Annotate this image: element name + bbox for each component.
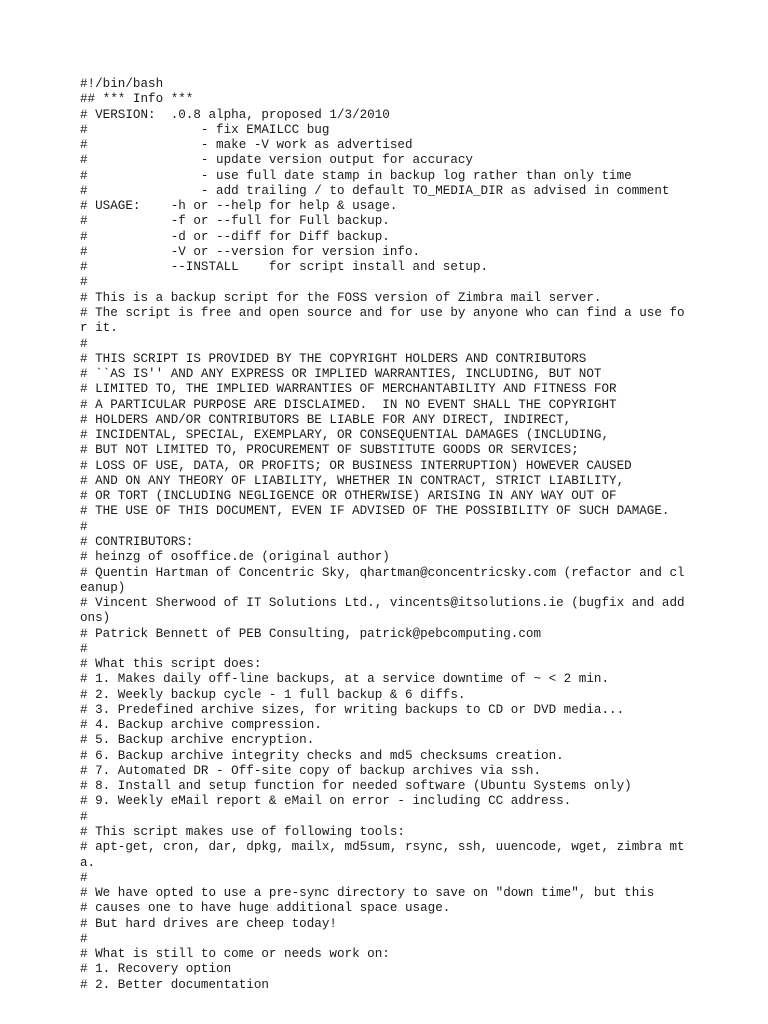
code-line: # — [80, 519, 88, 534]
code-line: # - add trailing / to default TO_MEDIA_DIR as advised in comment — [80, 183, 670, 198]
code-line: # What this script does: — [80, 657, 262, 672]
code-line: # — [80, 870, 88, 885]
code-line: # -V or --version for version info. — [80, 244, 421, 259]
code-line: # 2. Better documentation — [80, 977, 269, 992]
code-line: # 6. Backup archive integrity checks and md5 checksums creation. — [80, 748, 564, 763]
code-line: # LOSS OF USE, DATA, OR PROFITS; OR BUSINESS INTERRUPTION) HOWEVER CAUSED — [80, 458, 632, 473]
code-line: # INCIDENTAL, SPECIAL, EXEMPLARY, OR CONSEQUENTIAL DAMAGES (INCLUDING, — [80, 428, 610, 443]
code-line: # — [80, 336, 88, 351]
code-line: # LIMITED TO, THE IMPLIED WARRANTIES OF MERCHANTABILITY AND FITNESS FOR — [80, 382, 617, 397]
code-line: ons) — [80, 611, 111, 626]
code-line: # - make -V work as advertised — [80, 138, 413, 153]
code-line: # — [80, 931, 88, 946]
code-line: # causes one to have huge additional space usage. — [80, 901, 451, 916]
code-line: # 9. Weekly eMail report & eMail on error - including CC address. — [80, 794, 572, 809]
code-line: # 7. Automated DR - Off-site copy of backup archives via ssh. — [80, 763, 542, 778]
code-line: ## *** Info *** — [80, 92, 194, 107]
code-line: # -f or --full for Full backup. — [80, 214, 390, 229]
code-line: # A PARTICULAR PURPOSE ARE DISCLAIMED. IN NO EVENT SHALL THE COPYRIGHT — [80, 397, 617, 412]
code-line: # The script is free and open source and for use by anyone who can find a use fo — [80, 305, 685, 320]
code-line: # 4. Backup archive compression. — [80, 718, 322, 733]
code-line: # But hard drives are cheep today! — [80, 916, 337, 931]
code-line: # apt-get, cron, dar, dpkg, mailx, md5sum, rsync, ssh, uuencode, wget, zimbra mt — [80, 840, 685, 855]
code-line: # 8. Install and setup function for needed software (Ubuntu Systems only) — [80, 779, 632, 794]
code-line: # heinzg of osoffice.de (original author) — [80, 550, 390, 565]
code-line: # What is still to come or needs work on: — [80, 947, 390, 962]
code-line: # -d or --diff for Diff backup. — [80, 229, 390, 244]
code-line: # HOLDERS AND/OR CONTRIBUTORS BE LIABLE FOR ANY DIRECT, INDIRECT, — [80, 412, 572, 427]
code-line: #!/bin/bash — [80, 77, 164, 91]
code-line: # OR TORT (INCLUDING NEGLIGENCE OR OTHERWISE) ARISING IN ANY WAY OUT OF — [80, 489, 617, 504]
code-line: eanup) — [80, 580, 126, 595]
code-line: # THE USE OF THIS DOCUMENT, EVEN IF ADVISED OF THE POSSIBILITY OF SUCH DAMAGE. — [80, 504, 670, 519]
code-line: # - use full date stamp in backup log rather than only time — [80, 168, 632, 183]
code-line: # Vincent Sherwood of IT Solutions Ltd., vincents@itsolutions.ie (bugfix and add — [80, 596, 685, 611]
code-line: a. — [80, 855, 96, 870]
code-line: # - update version output for accuracy — [80, 153, 473, 168]
code-line: # - fix EMAILCC bug — [80, 122, 330, 137]
code-line: # 2. Weekly backup cycle - 1 full backup & 6 diffs. — [80, 687, 466, 702]
code-line: # BUT NOT LIMITED TO, PROCUREMENT OF SUBSTITUTE GOODS OR SERVICES; — [80, 443, 579, 458]
code-line: # 1. Recovery option — [80, 962, 232, 977]
code-line: # USAGE: -h or --help for help & usage. — [80, 199, 398, 214]
code-line: # We have opted to use a pre-sync directory to save on "down time", but this — [80, 886, 655, 901]
code-line: # AND ON ANY THEORY OF LIABILITY, WHETHER IN CONTRACT, STRICT LIABILITY, — [80, 473, 625, 488]
code-line: # Quentin Hartman of Concentric Sky, qhartman@concentricsky.com (refactor and cl — [80, 565, 685, 580]
code-line: # This script makes use of following tools: — [80, 825, 405, 840]
code-line: # — [80, 809, 88, 824]
code-line: r it. — [80, 321, 118, 336]
code-line: # 1. Makes daily off-line backups, at a service downtime of ~ < 2 min. — [80, 672, 610, 687]
code-line: # This is a backup script for the FOSS version of Zimbra mail server. — [80, 290, 602, 305]
code-line: # — [80, 641, 88, 656]
code-line: # --INSTALL for script install and setup. — [80, 260, 489, 275]
code-line: # THIS SCRIPT IS PROVIDED BY THE COPYRIGHT HOLDERS AND CONTRIBUTORS — [80, 351, 587, 366]
code-line: # CONTRIBUTORS: — [80, 534, 194, 549]
script-text — [80, 77, 685, 993]
code-line: # VERSION: .0.8 alpha, proposed 1/3/2010 — [80, 107, 390, 122]
code-line: # 5. Backup archive encryption. — [80, 733, 315, 748]
code-line: # — [80, 275, 88, 290]
code-line: # Patrick Bennett of PEB Consulting, patrick@pebcomputing.com — [80, 626, 542, 641]
code-line: # 3. Predefined archive sizes, for writing backups to CD or DVD media... — [80, 702, 625, 717]
code-line: # ``AS IS'' AND ANY EXPRESS OR IMPLIED WARRANTIES, INCLUDING, BUT NOT — [80, 367, 602, 382]
